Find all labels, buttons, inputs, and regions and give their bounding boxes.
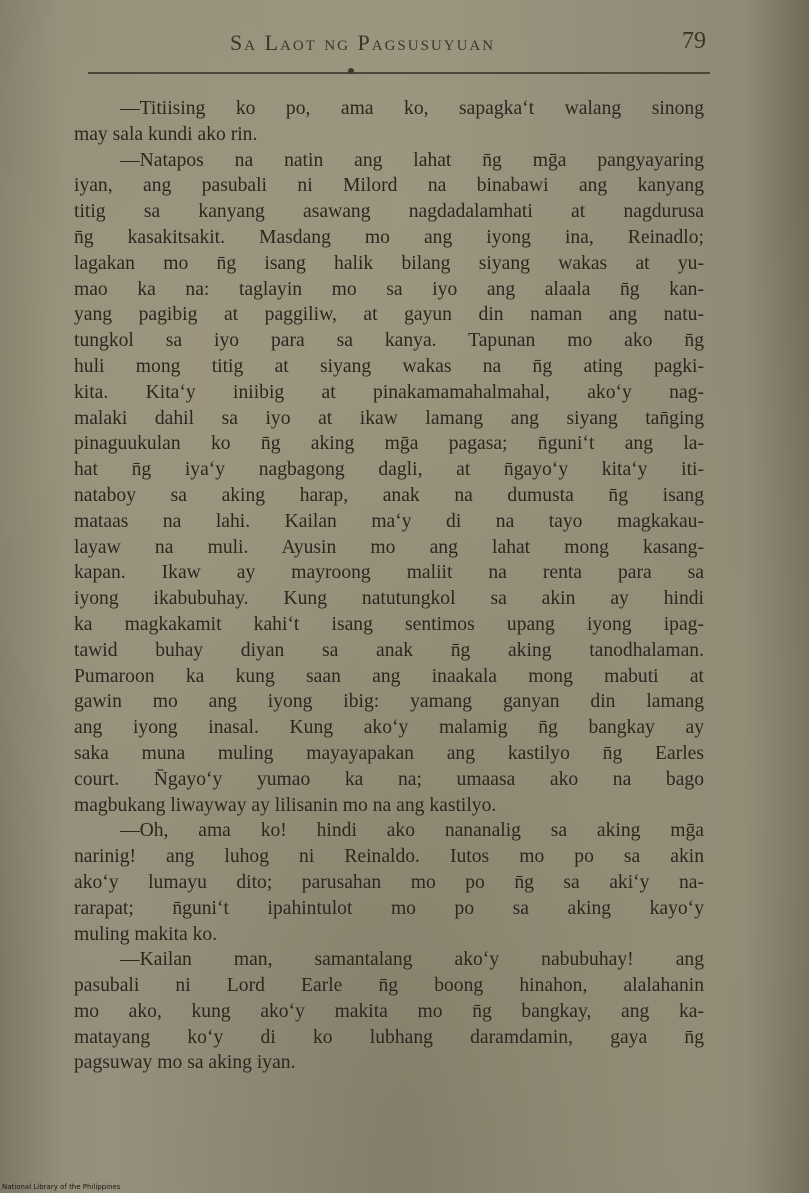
text-line: ako‘y lumayu dito; parusahan mo po n̄g sa aki‘y na-: [74, 871, 704, 893]
text-line: tawid buhay diyan sa anak n̄g aking tanodhalaman.: [74, 639, 704, 661]
text-line: —Titiising ko po, ama ko, sapagka‘t walang sinong: [120, 98, 704, 119]
text-line: titig sa kanyang asawang nagdadalamhati at nagdurusa: [74, 201, 704, 223]
text-line: n̄g kasakitsakit. Masdang mo ang iyong ina, Reinadlo;: [74, 226, 704, 248]
text-line: kita. Kita‘y iniibig at pinakamamahalmahal, ako‘y nag-: [74, 381, 704, 403]
text-line: matayang ko‘y di ko lubhang daramdamin, gaya n̄g: [74, 1026, 704, 1048]
header-rule: [88, 72, 710, 74]
text-line: tungkol sa iyo para sa kanya. Tapunan mo ako n̄g: [74, 330, 704, 352]
text-line: gawin mo ang iyong ibig: yamang ganyan din lamang: [74, 691, 704, 713]
running-title: Sa Laot ng Pagsusuyuan: [230, 30, 496, 55]
text-line: pinaguukulan ko n̄g aking mḡa pagasa; n̄guni‘t ang la-: [74, 433, 704, 455]
text-line: lagakan mo n̄g isang halik bilang siyang wakas at yu-: [74, 252, 704, 274]
page-header: [80, 28, 720, 62]
text-line: nataboy sa aking harap, anak na dumusta n̄g isang: [74, 484, 704, 506]
text-line: —Kailan man, samantalang ako‘y nabubuhay! ang: [120, 949, 704, 971]
text-line: pagsuway mo sa aking iyan.: [74, 1052, 296, 1074]
library-credit: National Library of the Philippines: [2, 1183, 121, 1191]
text-line: may sala kundi ako rin.: [74, 123, 258, 145]
text-line: iyan, ang pasubali ni Milord na binabawi ang kanyang: [74, 175, 704, 197]
text-line: mataas na lahi. Kailan ma‘y di na tayo magkakau-: [74, 510, 704, 532]
header-rule-ornament: [348, 68, 354, 74]
text-line: rarapat; n̄guni‘t ipahintulot mo po sa aking kayo‘y: [74, 897, 704, 919]
text-line: magbukang liwayway ay lilisanin mo na ang kastilyo.: [74, 794, 497, 816]
text-line: pasubali ni Lord Earle n̄g boong hinahon, alalahanin: [74, 975, 704, 997]
page-number: 79: [682, 28, 706, 54]
text-line: —Natapos na natin ang lahat n̄g mḡa pangyayaring: [120, 149, 704, 171]
text-line: —Oh, ama ko! hindi ako nananalig sa aking mḡa: [120, 820, 704, 842]
text-line: ka magkakamit kahi‘t isang sentimos upang iyong ipag-: [74, 613, 704, 635]
text-line: iyong ikabubuhay. Kung natutungkol sa akin ay hindi: [74, 588, 704, 610]
text-line: mao ka na: taglayin mo sa iyo ang alaala n̄g kan-: [74, 278, 704, 300]
text-line: huli mong titig at siyang wakas na n̄g ating pagki-: [74, 355, 704, 377]
text-line: court. N̄gayo‘y yumao ka na; umaasa ako na bago: [74, 768, 704, 790]
text-line: muling makita ko.: [74, 923, 218, 945]
text-line: ang iyong inasal. Kung ako‘y malamig n̄g bangkay ay: [74, 717, 704, 739]
text-line: hat n̄g iya‘y nagbagong dagli, at n̄gayo‘y kita‘y iti-: [74, 459, 704, 481]
text-line: narinig! ang luhog ni Reinaldo. Iutos mo po sa akin: [74, 846, 704, 868]
body-text: [74, 96, 704, 1076]
text-line: saka muna muling mayayapakan ang kastilyo n̄g Earles: [74, 742, 704, 764]
text-line: yang pagibig at paggiliw, at gayun din naman ang natu-: [74, 304, 704, 326]
text-line: layaw na muli. Ayusin mo ang lahat mong kasang-: [74, 536, 704, 558]
text-line: Pumaroon ka kung saan ang inaakala mong mabuti at: [74, 665, 704, 687]
text-line: kapan. Ikaw ay mayroong maliit na renta para sa: [74, 562, 704, 584]
text-line: mo ako, kung ako‘y makita mo n̄g bangkay, ang ka-: [74, 1000, 704, 1022]
text-line: malaki dahil sa iyo at ikaw lamang ang siyang tan̄ging: [74, 407, 704, 429]
